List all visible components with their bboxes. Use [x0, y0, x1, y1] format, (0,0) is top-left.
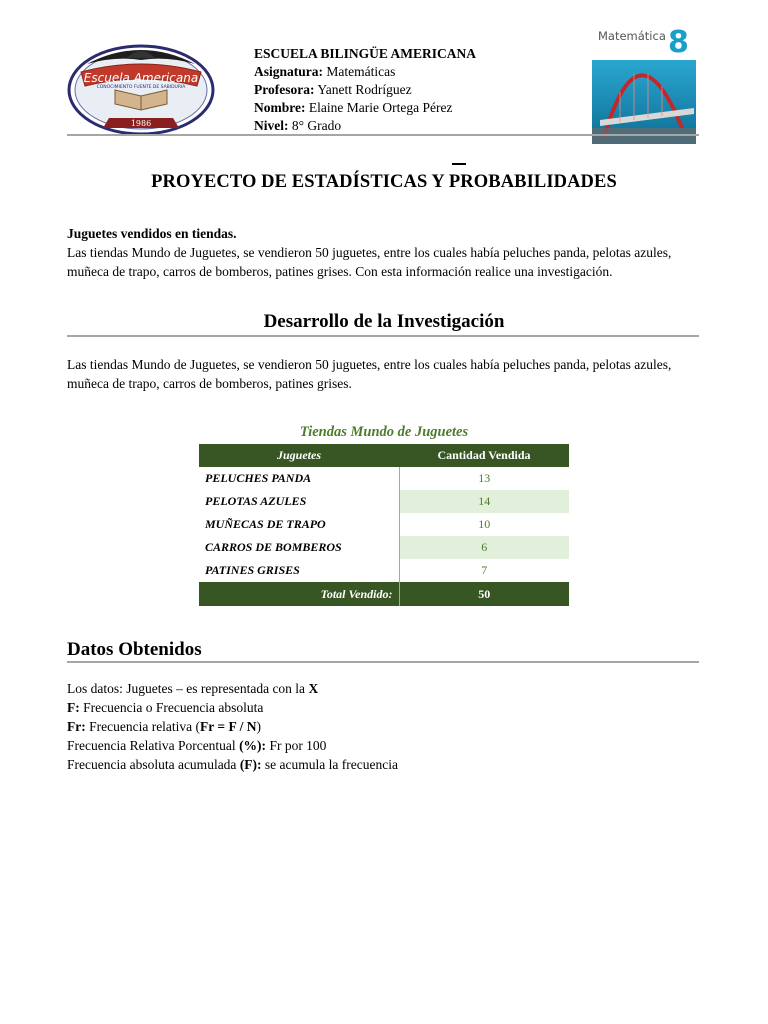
datos-line-fr-formula: Fr = F / N — [200, 719, 257, 734]
development-heading: Desarrollo de la Investigación — [263, 311, 505, 332]
datos-line-fr-symbol: Fr: — [67, 719, 86, 734]
header-divider — [67, 134, 699, 136]
table-row — [199, 513, 569, 536]
title-overline-mark — [452, 163, 466, 165]
table-total-row — [199, 582, 569, 606]
table-row — [199, 467, 569, 490]
page-title: PROYECTO DE ESTADÍSTICAS Y PROBABILIDADES — [151, 172, 617, 192]
teacher-row — [254, 81, 476, 99]
datos-line-fr-end: ) — [256, 719, 261, 734]
toy-name: MUÑECAS DE TRAPO — [199, 513, 399, 536]
datos-line-cumulative — [67, 755, 398, 774]
total-label: Total Vendido: — [199, 582, 399, 606]
student-label: Nombre: — [254, 100, 306, 115]
table-row — [199, 559, 569, 582]
table-row — [199, 536, 569, 559]
logo-year: 1986 — [130, 119, 152, 128]
toy-quantity: 14 — [399, 490, 569, 513]
datos-divider — [67, 661, 699, 663]
datos-line-percent-text: Frecuencia Relativa Porcentual — [67, 738, 240, 753]
intro-paragraph: Las tiendas Mundo de Juguetes, se vendieron 50 juguetes, entre los cuales había peluches panda, pelotas azules, muñeca de trapo, carros de bomberos, patines grises. Con esta información realice una investigación. — [67, 245, 672, 279]
teacher-label: Profesora: — [254, 82, 315, 97]
datos-heading: Datos Obtenidos — [67, 639, 202, 660]
toys-table — [199, 444, 569, 606]
subject-label: Asignatura: — [254, 64, 324, 79]
datos-line-x-symbol: X — [308, 681, 319, 696]
table-header-row — [199, 444, 569, 467]
book-number: 8 — [668, 25, 689, 60]
datos-line-percent-symbol: (%): — [239, 738, 267, 753]
toy-quantity: 10 — [478, 517, 491, 531]
teacher-value: Yanett Rodríguez — [314, 82, 412, 97]
datos-line-percent — [67, 736, 398, 755]
logo-motto: CONOCIMIENTO FUENTE DE SABIDURIA — [96, 85, 186, 90]
column-header-quantity: Cantidad Vendida — [399, 444, 569, 467]
toy-quantity: 13 — [478, 471, 491, 485]
datos-line-f-text: Frecuencia o Frecuencia absoluta — [79, 700, 264, 715]
book-title: Matemática — [598, 29, 666, 43]
level-label: Nivel: — [254, 118, 289, 133]
datos-line-f — [67, 698, 398, 717]
school-logo — [67, 38, 215, 136]
student-row — [254, 99, 476, 117]
toy-quantity: 7 — [481, 563, 488, 577]
student-value: Elaine Marie Ortega Pérez — [305, 100, 453, 115]
toy-name: CARROS DE BOMBEROS — [199, 536, 399, 559]
subject-value: Matemáticas — [323, 64, 396, 79]
datos-line-cumulative-text: Frecuencia absoluta acumulada — [67, 757, 240, 772]
level-row — [254, 117, 476, 135]
total-value: 50 — [399, 582, 569, 606]
datos-line-fr-text: Frecuencia relativa ( — [85, 719, 201, 734]
datos-line-x-text: Los datos: Juguetes – es representada con la — [67, 681, 309, 696]
column-header-toys: Juguetes — [199, 444, 399, 467]
toy-name: PELOTAS AZULES — [199, 490, 399, 513]
textbook-cover-image — [590, 24, 698, 144]
toy-name: PATINES GRISES — [199, 559, 399, 582]
development-divider — [67, 335, 699, 337]
development-paragraph: Las tiendas Mundo de Juguetes, se vendieron 50 juguetes, entre los cuales había peluches panda, pelotas azules, muñeca de trapo, carros de bomberos, patines grises. — [67, 357, 672, 391]
datos-line-x — [67, 679, 398, 698]
toy-quantity: 6 — [399, 536, 569, 559]
school-name: ESCUELA BILINGÜE AMERICANA — [254, 46, 477, 61]
datos-line-cumulative-symbol: (F): — [239, 757, 262, 772]
datos-line-f-symbol: F: — [67, 700, 80, 715]
datos-line-fr — [67, 717, 398, 736]
subject-row — [254, 63, 476, 81]
intro-heading: Juguetes vendidos en tiendas. — [67, 226, 237, 241]
school-info — [254, 45, 476, 135]
level-value: 8° Grado — [288, 118, 342, 133]
toy-name: PELUCHES PANDA — [199, 467, 399, 490]
logo-banner-text: Escuela Americana — [83, 71, 199, 85]
datos-line-cumulative-end: se acumula la frecuencia — [261, 757, 398, 772]
table-caption: Tiendas Mundo de Juguetes — [299, 424, 469, 440]
datos-list — [67, 679, 398, 774]
datos-line-percent-end: Fr por 100 — [266, 738, 327, 753]
table-row — [199, 490, 569, 513]
